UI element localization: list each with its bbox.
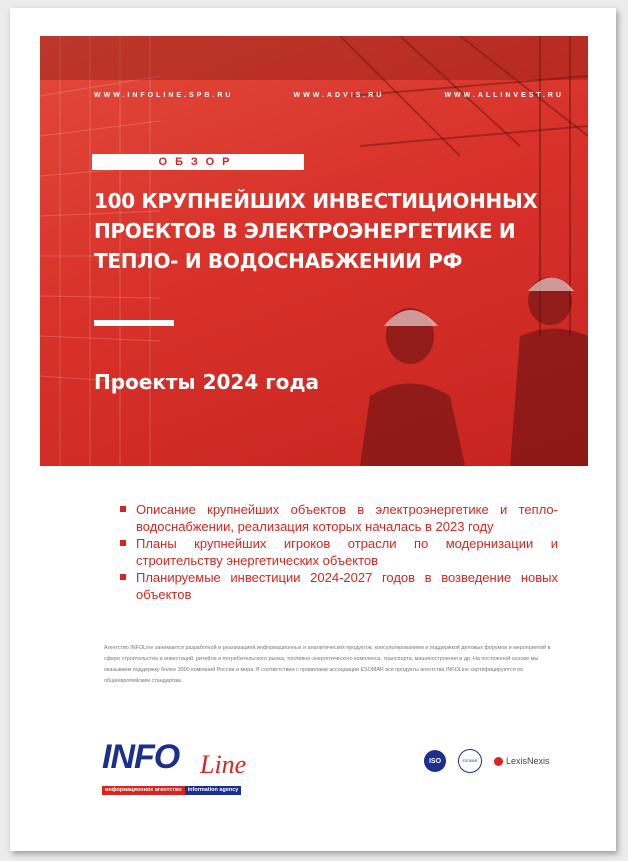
title-line-2: ПРОЕКТОВ В ЭЛЕКТРОЭНЕРГЕТИКЕ И (94, 219, 516, 243)
url-infoline[interactable]: WWW.INFOLINE.SPB.RU (94, 92, 234, 99)
list-item-text: Планы крупнейших игроков отрасли по модернизации и строительству энергетических объектов (136, 536, 558, 568)
partner-logos (424, 749, 550, 773)
logo-script: Line (200, 750, 247, 779)
hero-banner (40, 36, 588, 466)
agency-description: Агентство INFOLine занимается разработкой и реализацией информационных и аналитических продуктов, консультированием и поддержкой деловых форумов и мероприятий в сфере строительства и инвестиций, ритейла и потребительского рынка, топливно-энергетического комплекса, транспорта, машиностроения и др. На постоянной основе мы оказываем поддержку более 3000 компаний России и мира. В соответствии с правилами ассоциации ESOMAR все продукты агентства INFOLine сертифицируются по общеевропейским стандартам. (104, 645, 551, 684)
report-cover (10, 8, 616, 851)
logo-tag-en: information agency (185, 786, 242, 795)
hero-top-band (40, 36, 588, 80)
title-line-1: 100 КРУПНЕЙШИХ ИНВЕСТИЦИОННЫХ (94, 189, 538, 213)
bullet-marker (120, 574, 126, 580)
url-advis[interactable]: WWW.ADVIS.RU (293, 92, 385, 99)
lexisnexis-icon (494, 757, 503, 766)
lexisnexis-text: LexisNexis (506, 756, 550, 766)
report-title (94, 186, 574, 276)
title-line-3: ТЕПЛО- И ВОДОСНАБЖЕНИИ РФ (94, 249, 463, 273)
website-links (94, 92, 564, 99)
url-allinvest[interactable]: WWW.ALLINVEST.RU (444, 92, 564, 99)
bullet-marker (120, 540, 126, 546)
list-item (118, 501, 558, 535)
lexisnexis-logo (494, 756, 550, 766)
iso-icon: ISO (424, 750, 446, 772)
review-label: ОБЗОР (92, 154, 304, 170)
esomar-icon: ESOMAR (458, 749, 482, 773)
logo-word: INFO (102, 738, 180, 776)
list-item (118, 535, 558, 569)
infoline-logo[interactable] (102, 738, 282, 802)
list-item-text: Описание крупнейших объектов в электроэнергетике и тепло-водоснабжении, реализация которых началась в 2023 году (136, 502, 558, 534)
logo-tagline (102, 786, 241, 795)
list-item (118, 569, 558, 603)
feature-list (118, 501, 558, 603)
title-divider (94, 320, 174, 326)
report-subtitle: Проекты 2024 года (94, 370, 320, 394)
bullet-marker (120, 506, 126, 512)
logo-tag-ru: информационное агентство (102, 786, 185, 795)
list-item-text: Планируемые инвестиции 2024-2027 годов в возведение новых объектов (136, 570, 558, 602)
